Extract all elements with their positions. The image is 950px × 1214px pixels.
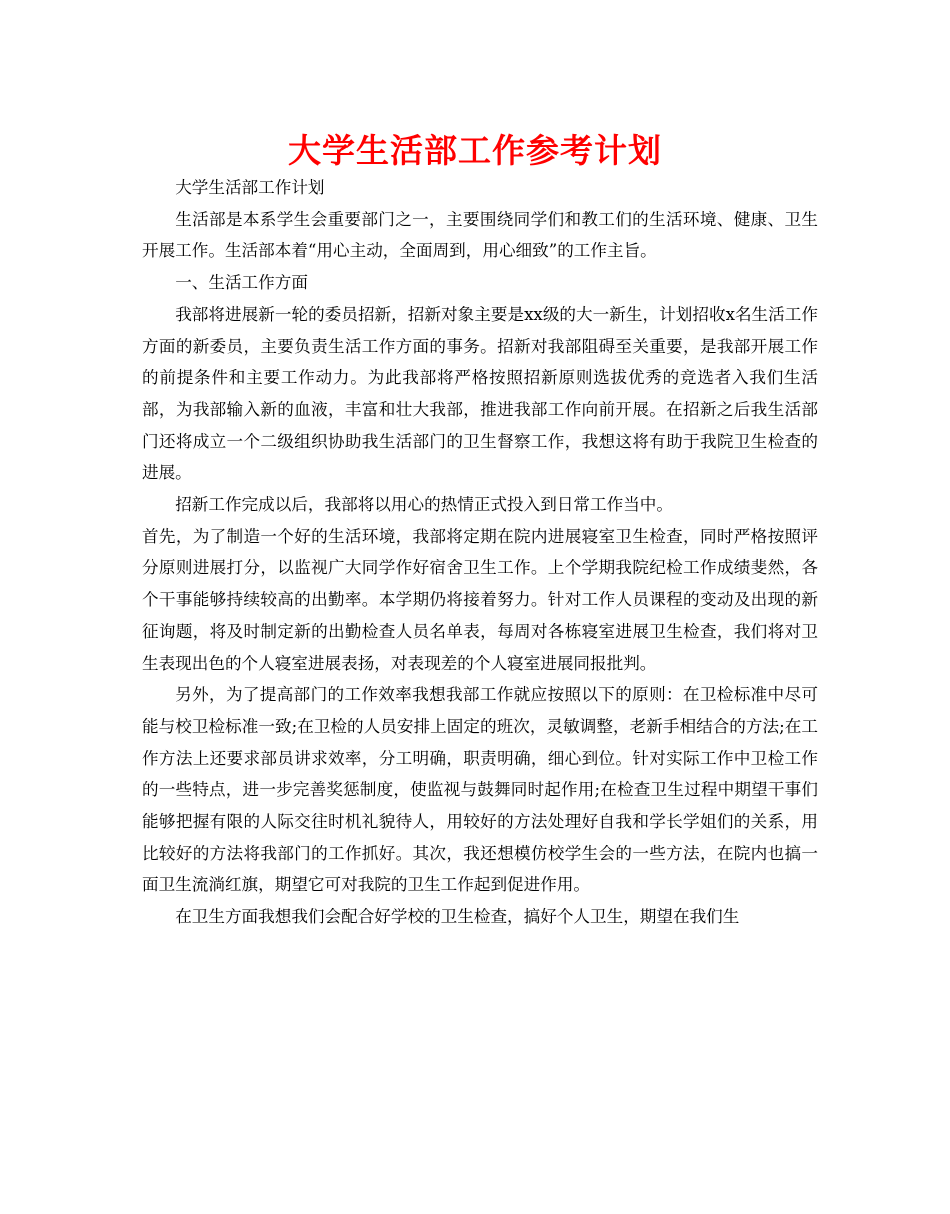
section-heading-life-work: 一、生活工作方面 — [175, 273, 308, 293]
paragraph-intro: 生活部是本系学生会重要部门之一，主要围绕同学们和教工们的生活环境、健康、卫生开展工作。生活部本着“用心主动，全面周到，用心细致”的工作主旨。 — [142, 209, 818, 261]
paragraph-first: 首先，为了制造一个好的生活环境，我部将定期在院内进展寝室卫生检查，同时严格按照评分原则进展打分，以监视广大同学作好宿舍卫生工作。上个学期我院纪检工作成绩斐然，各个干事能够持续较高的出勤率。本学期仍将接着努力。针对工作人员课程的变动及出现的新征询题，将及时制定新的出勤检查人员名单表，每周对各栋寝室进展卫生检查，我们将对卫生表现出色的个人寝室进展表扬，对表现差的个人寝室进展同报批判。 — [142, 526, 818, 673]
paragraph-recruitment: 我部将进展新一轮的委员招新，招新对象主要是xx级的大一新生，计划招收x名生活工作方面的新委员，主要负责生活工作方面的事务。招新对我部阻碍至关重要，是我部开展工作的前提条件和主要工作动力。为此我部将严格按照招新原则选拔优秀的竞选者入我们生活部，为我部输入新的血液，丰富和壮大我部，推进我部工作向前开展。在招新之后我生活部门还将成立一个二级组织协助我生活部门的卫生督察工作，我想这将有助于我院卫生检查的进展。 — [142, 304, 818, 483]
paragraph-after-recruitment: 招新工作完成以后，我部将以用心的热情正式投入到日常工作当中。 — [175, 495, 673, 515]
document-title: 大学生活部工作参考计划 — [288, 131, 662, 170]
document-body — [142, 172, 818, 933]
paragraph-principles: 另外，为了提高部门的工作效率我想我部工作就应按照以下的原则：在卫检标准中尽可能与校卫检标准一致;在卫检的人员安排上固定的班次，灵敏调整，老新手相结合的方法;在工作方法上还要求部员讲求效率，分工明确，职责明确，细心到位。针对实际工作中卫检工作的一些特点，进一步完善奖惩制度，使监视与鼓舞同时起作用;在检查卫生过程中期望干事们能够把握有限的人际交往时机礼貌待人，用较好的方法处理好自我和学长学姐们的关系，用比较好的方法将我部门的工作抓好。其次，我还想模仿校学生会的一些方法，在院内也搞一面卫生流淌红旗，期望它可对我院的卫生工作起到促进作用。 — [142, 685, 818, 895]
paragraph-hygiene: 在卫生方面我想我们会配合好学校的卫生检查，搞好个人卫生，期望在我们生 — [175, 907, 740, 927]
paragraph-subtitle: 大学生活部工作计划 — [175, 178, 325, 197]
